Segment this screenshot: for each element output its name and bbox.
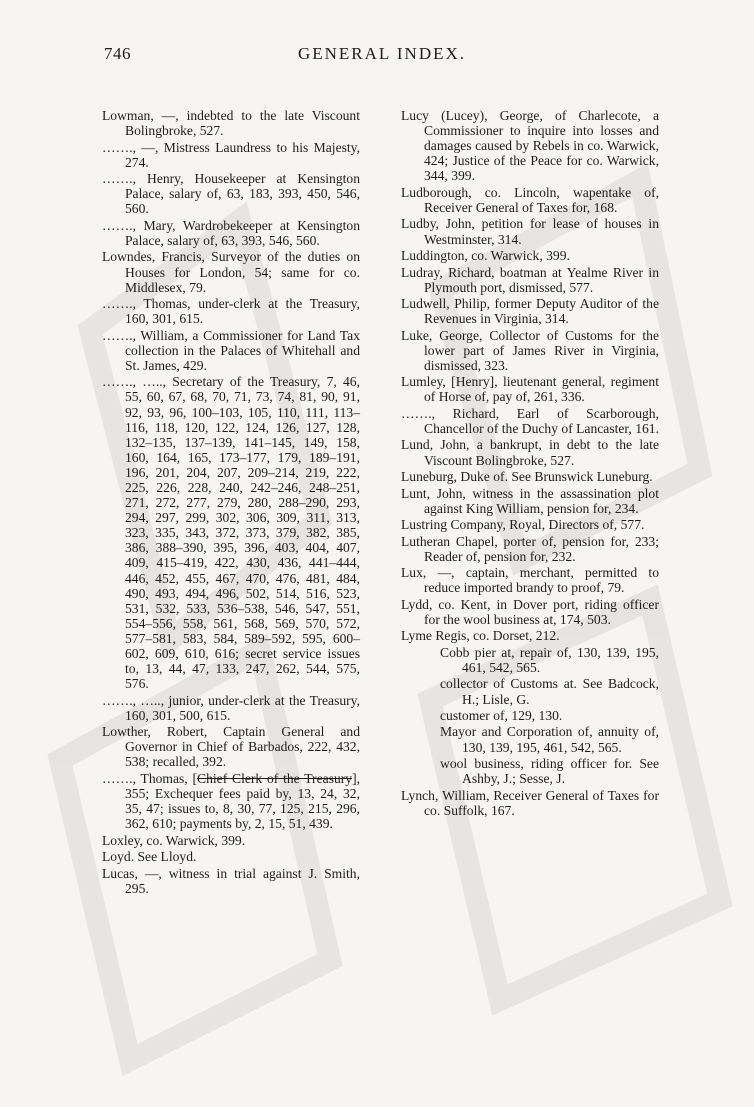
index-entry: Lux, —, captain, merchant, permitted to reduce imported brandy to proof, 79.	[401, 565, 659, 596]
index-subentry: customer of, 129, 130.	[440, 707, 563, 723]
index-entry: Ludray, Richard, boatman at Yealme River in Plymouth port, dismissed, 577.	[401, 264, 659, 295]
entry-rest: ], 355; Exchequer fees paid by, 13, 24, 32, 35, 47; issues to, 8, 30, 77, 125, 215, 296, 362, 610; payments by, 2, 15, 51, 439.	[125, 770, 361, 832]
index-entry: Luke, George, Collector of Customs for the lower part of James River in Virginia, dismissed, 323.	[401, 327, 659, 373]
index-entry: Lydd, co. Kent, in Dover port, riding officer for the wool business at, 174, 503.	[401, 596, 659, 627]
index-entry: Lumley, [Henry], lieutenant general, regiment of Horse of, pay of, 261, 336.	[401, 374, 659, 405]
index-entry: Lunt, John, witness in the assassination plot against King William, pension for, 234.	[401, 485, 659, 516]
index-entry: Luneburg, Duke of. See Brunswick Luneburg.	[401, 469, 653, 485]
index-entry: Loyd. See Lloyd.	[102, 849, 197, 865]
index-entry: Lucas, —, witness in trial against J. Smith, 295.	[102, 865, 360, 896]
page-header	[104, 44, 660, 68]
index-entry: Lustring Company, Royal, Directors of, 577.	[401, 517, 645, 533]
index-subentry: collector of Customs at. See Badcock, H.; Lisle, G.	[440, 676, 659, 707]
index-entry: Ludborough, co. Lincoln, wapentake of, Receiver General of Taxes for, 168.	[401, 184, 659, 215]
index-entry: Lund, John, a bankrupt, in debt to the late Viscount Bolingbroke, 527.	[401, 437, 659, 468]
index-entry: Lowndes, Francis, Surveyor of the duties on Houses for London, 54; same for co. Middlesex, 79.	[102, 249, 360, 295]
index-entry: ……., —, Mistress Laundress to his Majesty, 274.	[102, 139, 360, 170]
index-entry: Lynch, William, Receiver General of Taxes for co. Suffolk, 167.	[401, 787, 659, 818]
index-entry: Lucy (Lucey), George, of Charlecote, a Commissioner to inquire into losses and damages caused by Rebels in co. Warwick, 424; Justice of the Peace for co. Warwick, 344, 399.	[401, 108, 659, 184]
index-entry: Ludby, John, petition for lease of houses in Westminster, 314.	[401, 216, 659, 247]
index-entry: Lowther, Robert, Captain General and Governor in Chief of Barbados, 222, 432, 538; recalled, 392.	[102, 724, 360, 770]
index-entry: ……., ….., Secretary of the Treasury, 7, 46, 55, 60, 67, 68, 70, 71, 73, 74, 81, 90, 91, 92, 93, 96, 100–103, 105, 110, 111, 113–116, 118, 120, 122, 124, 126, 127, 128, 132–135, 137–139, 141–145, 149, 158, 160, 164, 165, 173–177, 179, 189–191, 196, 201, 204, 207, 209–214, 219, 222, 225, 226, 228, 240, 242–246, 248–251, 271, 272, 277, 279, 280, 288–290, 293, 294, 297, 299, 302, 306, 309, 311, 313, 323, 335, 343, 372, 373, 379, 382, 385, 386, 388–390, 395, 396, 403, 404, 407, 409, 415–419, 422, 430, 436, 441–444, 446, 452, 455, 467, 470, 476, 481, 484, 490, 493, 494, 496, 502, 514, 516, 523, 531, 532, 533, 536–538, 546, 547, 551, 554–556, 558, 561, 568, 569, 570, 572, 577–581, 583, 584, 589–592, 595, 600–602, 609, 610, 616; secret service issues to, 13, 44, 47, 133, 247, 262, 544, 575, 576.	[102, 374, 360, 692]
right-column	[401, 108, 659, 819]
index-entry: ……., Thomas, under-clerk at the Treasury, 160, 301, 615.	[102, 296, 360, 327]
left-column	[102, 108, 360, 897]
index-entry: Lowman, —, indebted to the late Viscount Bolingbroke, 527.	[102, 108, 360, 139]
index-entry: ……., William, a Commissioner for Land Tax collection in the Palaces of Whitehall and St. James, 429.	[102, 327, 360, 373]
index-entry: Lyme Regis, co. Dorset, 212.	[401, 628, 560, 644]
index-entry: ……., Mary, Wardrobekeeper at Kensington Palace, salary of, 63, 393, 546, 560.	[102, 217, 360, 248]
page-title: GENERAL INDEX.	[297, 44, 467, 63]
index-entry: ……., Henry, Housekeeper at Kensington Palace, salary of, 63, 183, 393, 450, 546, 560.	[102, 171, 360, 217]
index-subentry: Mayor and Corporation of, annuity of, 130, 139, 195, 461, 542, 565.	[440, 724, 659, 755]
index-entry: Loxley, co. Warwick, 399.	[102, 832, 246, 848]
index-subentry: Cobb pier at, repair of, 130, 139, 195, 461, 542, 565.	[440, 644, 659, 675]
index-entry: ……., ….., junior, under-clerk at the Treasury, 160, 301, 500, 615.	[102, 692, 360, 723]
index-entry: ……., Richard, Earl of Scarborough, Chancellor of the Duchy of Lancaster, 161.	[401, 405, 659, 436]
index-entry: Ludwell, Philip, former Deputy Auditor of the Revenues in Virginia, 314.	[401, 296, 659, 327]
entry-lead: ……., Thomas, [	[102, 770, 198, 786]
page-number: 746	[104, 44, 131, 63]
struck-text: Chief Clerk of the Treasury	[197, 770, 353, 786]
index-entry: Lutheran Chapel, porter of, pension for, 233; Reader of, pension for, 232.	[401, 533, 659, 564]
index-entry: Luddington, co. Warwick, 399.	[401, 248, 570, 264]
index-subentry: wool business, riding officer for. See Ashby, J.; Sesse, J.	[440, 756, 659, 787]
index-entry-thomas-lowther	[102, 771, 360, 831]
